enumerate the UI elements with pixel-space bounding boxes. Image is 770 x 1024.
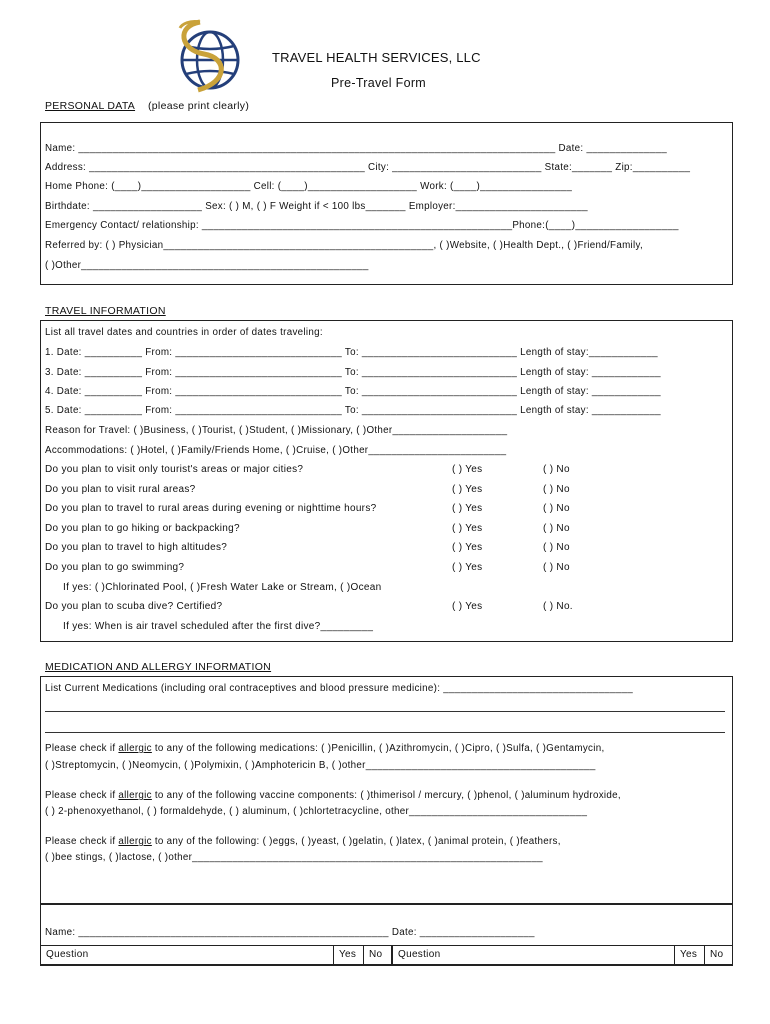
question-table-left	[40, 945, 392, 965]
yes-header: Yes	[674, 946, 704, 964]
personal-data-heading	[45, 100, 135, 112]
vaccine-allergy-line-1[interactable]: Please check if allergic to any of the following vaccine components: ( )thimerisol / mercury, ( )phenol, ( )aluminum hydroxide,	[45, 790, 621, 801]
question-text: Do you plan to travel to high altitudes?	[45, 542, 228, 553]
scuba-followup[interactable]: If yes: When is air travel scheduled after the first dive?_________	[63, 621, 374, 632]
referred-other-line[interactable]: ( )Other__________________________________________________	[45, 260, 369, 271]
question-header: Question	[46, 949, 89, 960]
no-checkbox[interactable]: ( ) No	[543, 464, 570, 475]
yes-header: Yes	[333, 946, 363, 964]
travel-intro: List all travel dates and countries in order of dates traveling:	[45, 327, 323, 338]
medication-allergy-line-2[interactable]: ( )Streptomycin, ( )Neomycin, ( )Polymixin, ( )Amphotericin B, ( )other________________________________________	[45, 760, 596, 771]
no-header: No	[363, 946, 393, 964]
medication-heading: MEDICATION AND ALLERGY INFORMATION	[45, 661, 272, 673]
footer-name-date-line[interactable]: Name: ______________________________________________________ Date: ____________________	[45, 927, 535, 938]
birthdate-line[interactable]: Birthdate: ___________________ Sex: ( ) M, ( ) F Weight if < 100 lbs_______ Employer:_______________________	[45, 201, 588, 212]
question-text: Do you plan to visit rural areas?	[45, 484, 196, 495]
personal-data-note: (please print clearly)	[148, 100, 250, 112]
medication-entry-line[interactable]	[45, 711, 725, 712]
phone-line[interactable]: Home Phone: (____)___________________ Cell: (____)___________________ Work: (____)________________	[45, 181, 573, 192]
yes-checkbox[interactable]: ( ) Yes	[452, 542, 483, 553]
company-logo	[170, 16, 240, 96]
yes-checkbox[interactable]: ( ) Yes	[452, 503, 483, 514]
yes-checkbox[interactable]: ( ) Yes	[452, 464, 483, 475]
general-allergy-line-2[interactable]: ( )bee stings, ( )lactose, ( )other_____________________________________________________________	[45, 852, 543, 863]
question-table-right	[392, 945, 733, 965]
no-header: No	[704, 946, 734, 964]
no-checkbox[interactable]: ( ) No	[543, 503, 570, 514]
no-checkbox[interactable]: ( ) No	[543, 523, 570, 534]
address-line[interactable]: Address: ________________________________________________ City: __________________________ State:_______ Zip:__________	[45, 162, 691, 173]
medication-entry-line[interactable]	[45, 732, 725, 733]
yes-checkbox[interactable]: ( ) Yes	[452, 484, 483, 495]
no-checkbox[interactable]: ( ) No	[543, 484, 570, 495]
no-checkbox[interactable]: ( ) No	[543, 562, 570, 573]
name-date-line[interactable]: Name: ___________________________________________________________________________________ Date: ______________	[45, 143, 667, 154]
travel-info-heading: TRAVEL INFORMATION	[45, 305, 166, 317]
yes-checkbox[interactable]: ( ) Yes	[452, 601, 483, 612]
travel-row[interactable]: 4. Date: __________ From: _____________________________ To: ___________________________ Length of stay: ____________	[45, 386, 661, 397]
allergic-emphasis: allergic	[118, 836, 152, 847]
travel-row[interactable]: 1. Date: __________ From: _____________________________ To: ___________________________ Length of stay:____________	[45, 347, 658, 358]
no-checkbox[interactable]: ( ) No.	[543, 601, 573, 612]
question-text: Do you plan to visit only tourist's areas or major cities?	[45, 464, 304, 475]
swim-followup[interactable]: If yes: ( )Chlorinated Pool, ( )Fresh Water Lake or Stream, ( )Ocean	[63, 582, 382, 593]
no-checkbox[interactable]: ( ) No	[543, 542, 570, 553]
question-text: Do you plan to go hiking or backpacking?	[45, 523, 240, 534]
travel-row[interactable]: 5. Date: __________ From: _____________________________ To: ___________________________ Length of stay: ____________	[45, 405, 661, 416]
question-text: Do you plan to scuba dive? Certified?	[45, 601, 223, 612]
accommodations[interactable]: Accommodations: ( )Hotel, ( )Family/Friends Home, ( )Cruise, ( )Other________________________	[45, 445, 507, 456]
question-header: Question	[398, 949, 441, 960]
medication-allergy-line-1[interactable]: Please check if allergic to any of the following medications: ( )Penicillin, ( )Azithromycin, ( )Cipro, ( )Sulfa, ( )Gentamycin,	[45, 743, 605, 754]
current-medications-label[interactable]: List Current Medications (including oral contraceptives and blood pressure medicine): _________________________________	[45, 683, 633, 694]
vaccine-allergy-line-2[interactable]: ( ) 2-phenoxyethanol, ( ) formaldehyde, ( ) aluminum, ( )chlortetracycline, other_______________________________	[45, 806, 588, 817]
question-text: Do you plan to go swimming?	[45, 562, 185, 573]
referred-by-line[interactable]: Referred by: ( ) Physician_______________________________________________, ( )Website, ( )Health Dept., ( )Friend/Family,	[45, 240, 643, 251]
question-text: Do you plan to travel to rural areas during evening or nighttime hours?	[45, 503, 377, 514]
personal-heading-text: PERSONAL DATA	[45, 100, 136, 112]
emergency-contact-line[interactable]: Emergency Contact/ relationship: ______________________________________________________Phone:(____)__________________	[45, 220, 679, 231]
yes-checkbox[interactable]: ( ) Yes	[452, 562, 483, 573]
allergic-emphasis: allergic	[118, 790, 152, 801]
general-allergy-line-1[interactable]: Please check if allergic to any of the following: ( )eggs, ( )yeast, ( )gelatin, ( )latex, ( )animal protein, ( )feathers,	[45, 836, 561, 847]
allergic-emphasis: allergic	[118, 743, 152, 754]
travel-row[interactable]: 3. Date: __________ From: _____________________________ To: ___________________________ Length of stay: ____________	[45, 367, 661, 378]
reason-for-travel[interactable]: Reason for Travel: ( )Business, ( )Tourist, ( )Student, ( )Missionary, ( )Other____________________	[45, 425, 508, 436]
form-subtitle: Pre-Travel Form	[331, 76, 427, 90]
yes-checkbox[interactable]: ( ) Yes	[452, 523, 483, 534]
page-title: TRAVEL HEALTH SERVICES, LLC	[272, 50, 481, 65]
